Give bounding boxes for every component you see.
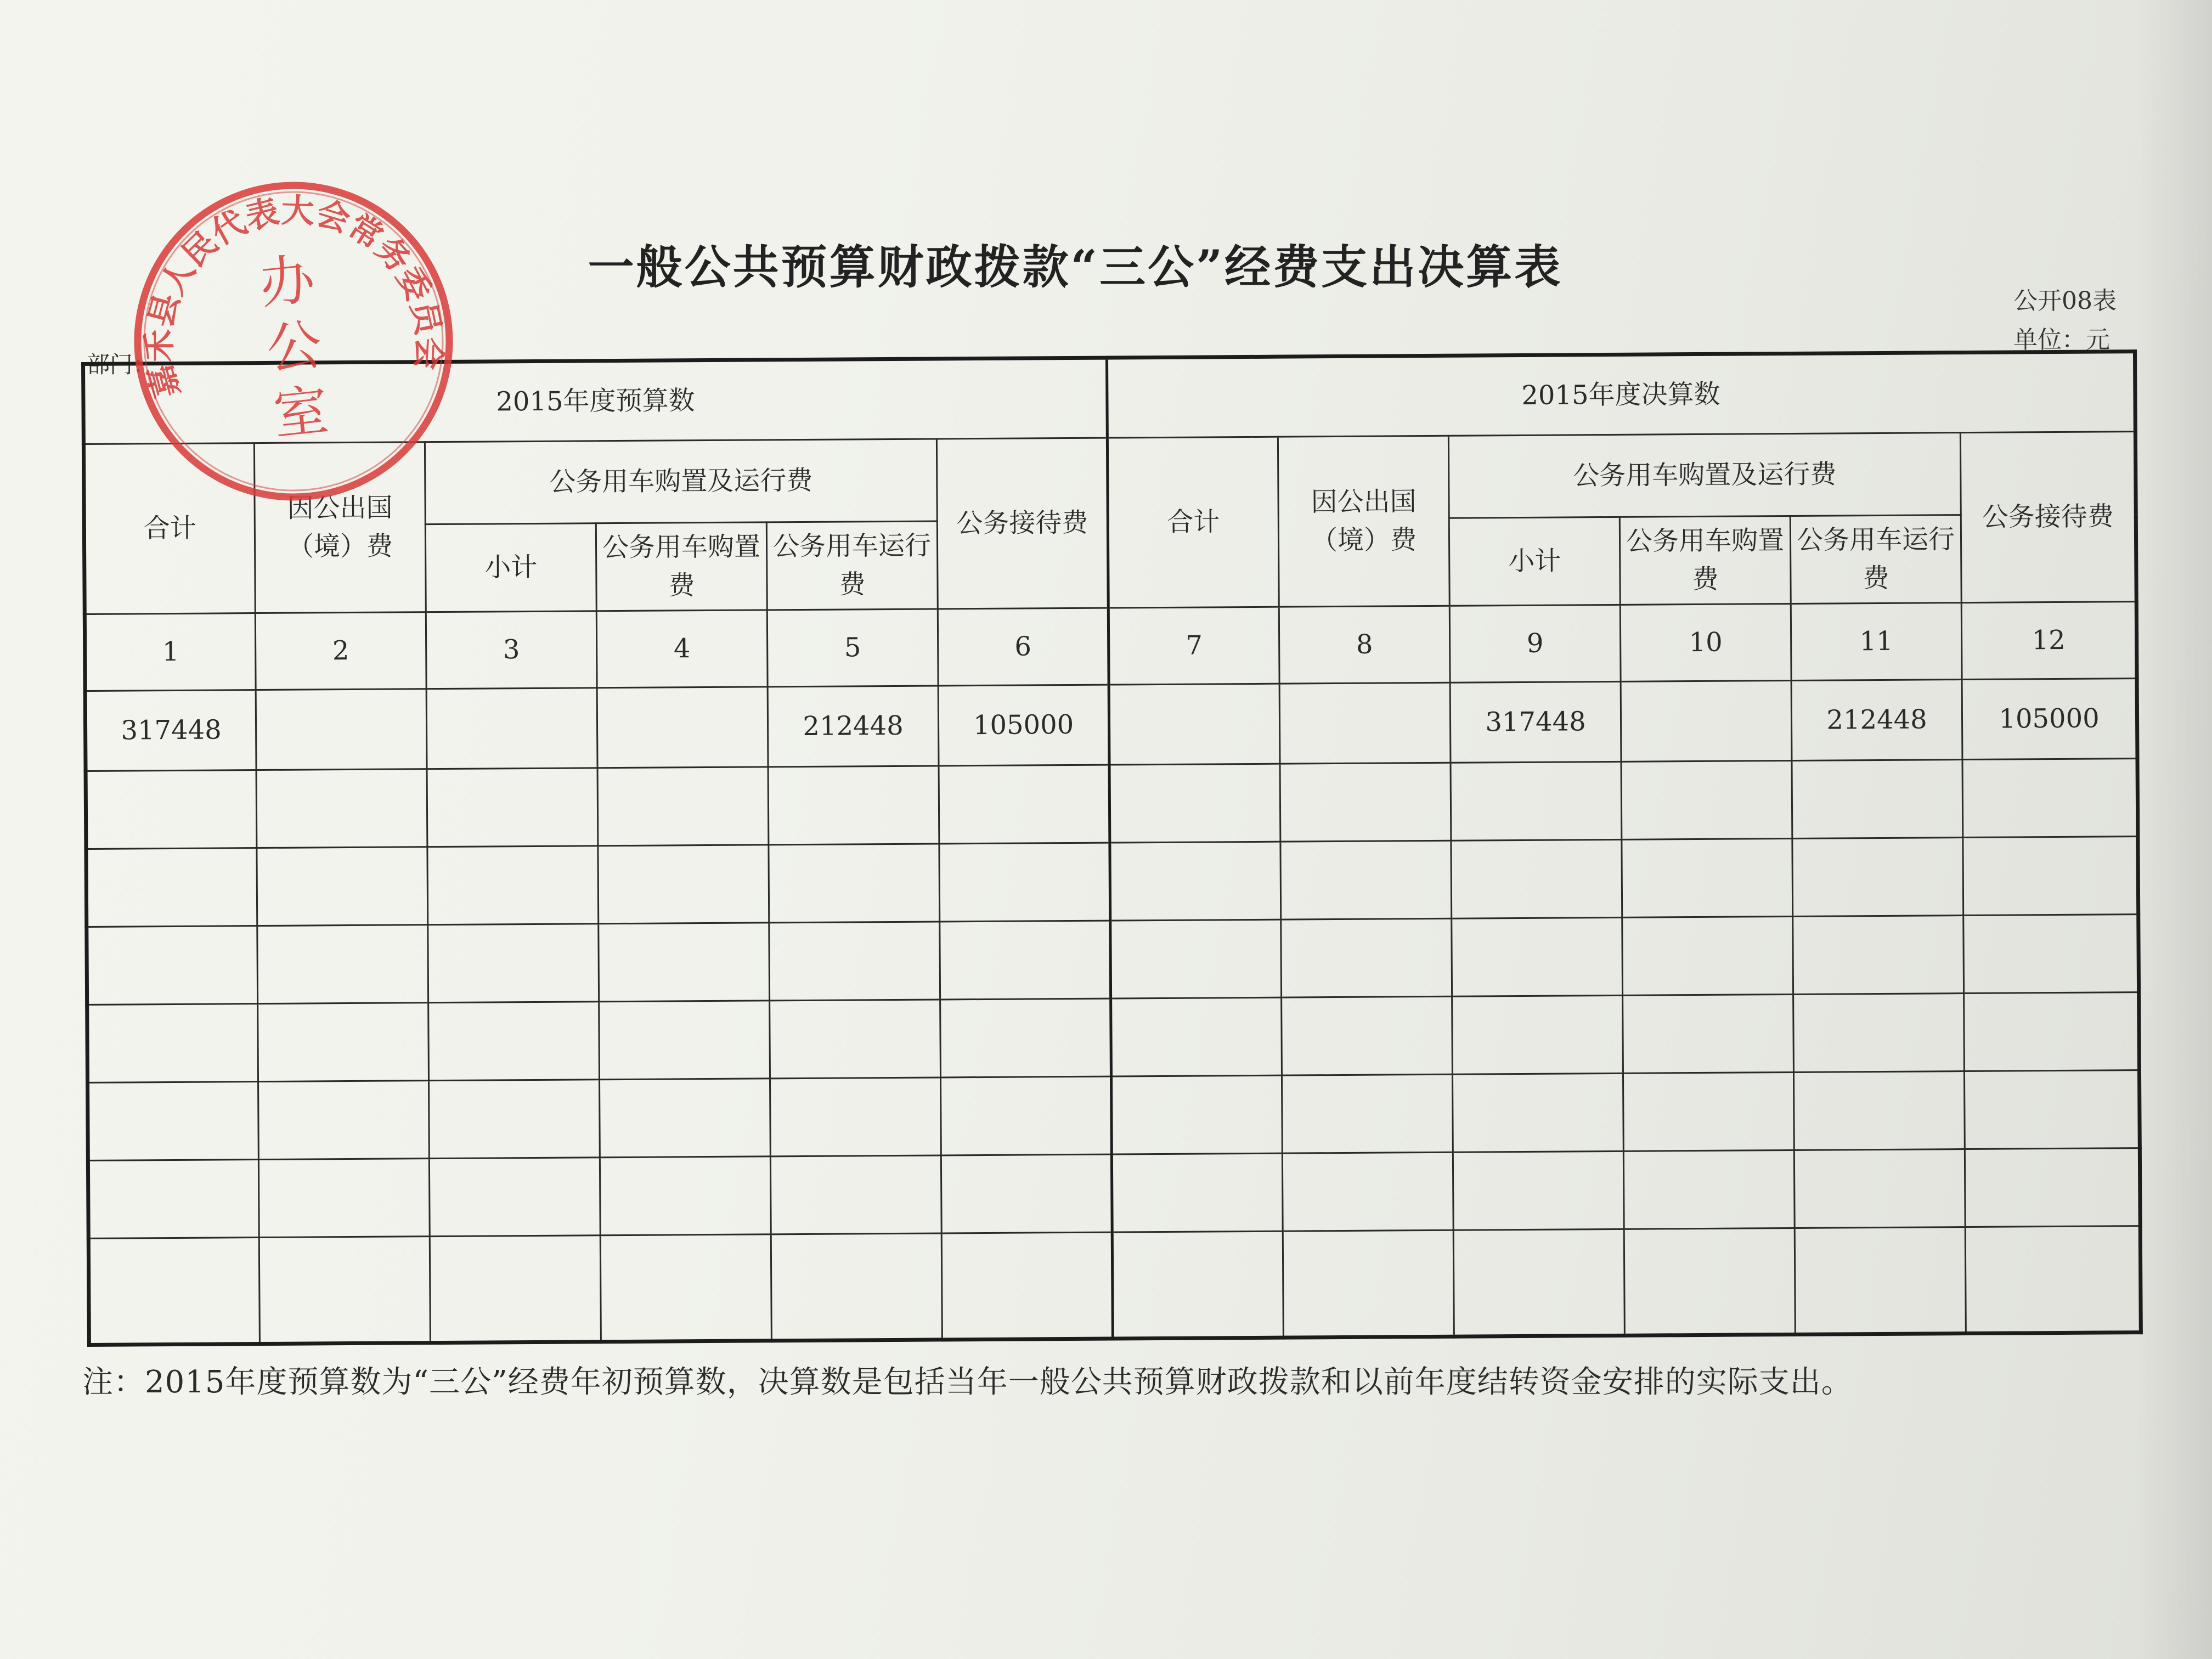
data-cell: 105000 — [938, 685, 1109, 766]
budget-total-header: 合计 — [83, 443, 255, 614]
data-cell: 317448 — [85, 690, 256, 771]
empty-row — [88, 1226, 2141, 1345]
budget-vehicle-operation-header: 公务用车运行费 — [766, 521, 938, 610]
col-number: 2 — [255, 612, 426, 690]
final-subtotal-header: 小计 — [1449, 517, 1620, 606]
col-number: 9 — [1449, 605, 1621, 682]
data-cell: 212448 — [1791, 680, 1962, 761]
col-number: 6 — [938, 608, 1109, 686]
data-cell — [426, 688, 597, 769]
data-cell: 212448 — [768, 686, 939, 767]
col-number: 1 — [84, 613, 256, 691]
budget-subtotal-header: 小计 — [425, 523, 596, 612]
form-code: 公开08表 — [2013, 287, 2117, 315]
col-number: 5 — [767, 609, 938, 687]
expense-table — [81, 349, 2143, 1347]
final-vehicle-operation-header: 公务用车运行费 — [1790, 515, 1961, 604]
data-cell — [1109, 684, 1280, 765]
empty-row — [86, 837, 2138, 927]
data-cell — [256, 689, 427, 770]
column-number-row — [84, 602, 2137, 691]
col-number: 3 — [426, 611, 597, 689]
empty-row — [86, 759, 2138, 849]
col-number: 8 — [1279, 606, 1450, 684]
col-number: 12 — [1961, 602, 2137, 680]
empty-row — [88, 1070, 2140, 1161]
final-vehicle-purchase-header: 公务用车购置费 — [1620, 516, 1791, 605]
budget-vehicle-purchase-header: 公务用车购置费 — [596, 522, 767, 611]
data-cell: 317448 — [1450, 681, 1621, 763]
empty-row — [87, 915, 2139, 1005]
seal-center-char: 室 — [270, 377, 332, 448]
budget-group-header: 2015年度预算数 — [83, 358, 1108, 444]
budget-vehicle-group-header: 公务用车购置及运行费 — [425, 439, 937, 524]
seal-center-char: 公 — [263, 312, 325, 382]
unit-label: 单位：元 — [2013, 326, 2110, 354]
data-cell — [1621, 680, 1792, 761]
data-row — [85, 679, 2137, 771]
col-number: 4 — [596, 610, 768, 688]
final-group-header: 2015年度决算数 — [1107, 352, 2136, 438]
empty-row — [87, 992, 2140, 1083]
paper-shadow — [2135, 0, 2212, 1659]
budget-overseas-header: 因公出国（境）费 — [254, 442, 426, 613]
col-number: 10 — [1620, 603, 1791, 681]
data-cell — [1279, 682, 1451, 764]
footnote: 注：2015年度预算数为“三公”经费年初预算数，决算数是包括当年一般公共预算财政拨款和以前年度结转资金安排的实际支出。 — [82, 1364, 1853, 1400]
data-cell: 105000 — [1962, 679, 2137, 760]
seal-ring-text: 嘉禾县人民代表大会常务委员会 — [140, 191, 449, 402]
col-number: 7 — [1108, 607, 1279, 685]
data-cell — [597, 687, 768, 768]
final-total-header: 合计 — [1107, 437, 1279, 608]
department-label: 部门： — [87, 351, 156, 378]
final-overseas-header: 因公出国（境）费 — [1278, 436, 1449, 607]
red-seal-stamp — [112, 160, 474, 522]
final-vehicle-group-header: 公务用车购置及运行费 — [1448, 433, 1961, 518]
seal-center-char: 办 — [256, 246, 318, 317]
page-title: 一般公共预算财政拨款“三公”经费支出决算表 — [588, 240, 1563, 294]
final-reception-header: 公务接待费 — [1960, 432, 2136, 603]
empty-row — [88, 1148, 2140, 1239]
col-number: 11 — [1791, 603, 1962, 681]
budget-reception-header: 公务接待费 — [936, 438, 1108, 609]
